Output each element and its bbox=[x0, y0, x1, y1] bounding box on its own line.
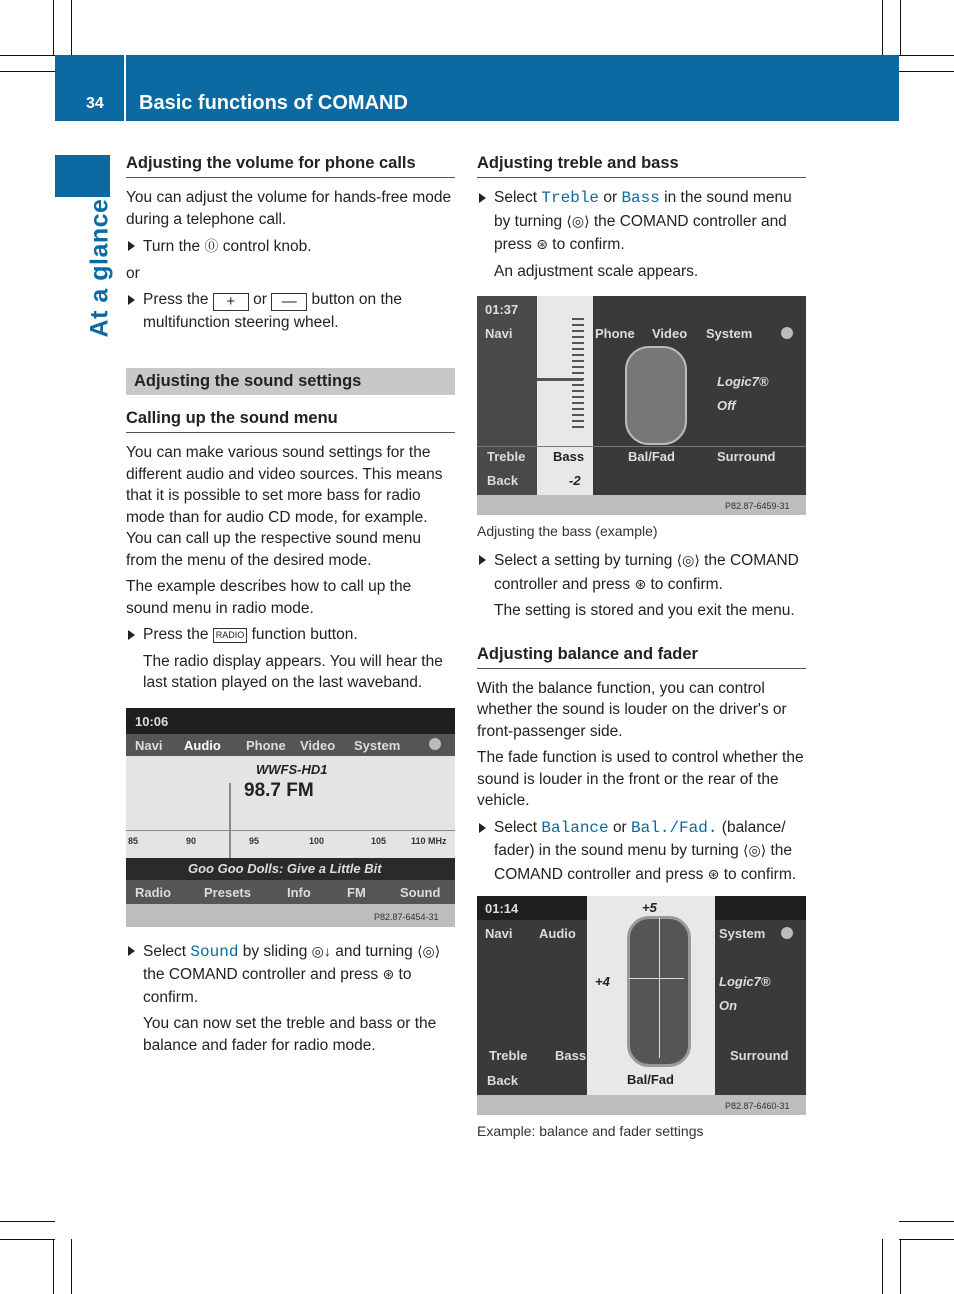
bullet-text: by sliding bbox=[242, 942, 308, 960]
bullet-text: or bbox=[603, 189, 618, 206]
page-number: 34 bbox=[86, 95, 104, 112]
crop-mark bbox=[882, 1239, 883, 1294]
crop-mark bbox=[0, 55, 55, 56]
bullet-text: Select bbox=[494, 189, 538, 206]
minus-key-icon: — bbox=[271, 293, 307, 311]
controller-turn-icon: ⟨◎⟩ bbox=[676, 552, 700, 568]
paragraph: The fade function is used to control whether the sound is louder in the front or the rear of the vehicle. bbox=[477, 749, 804, 809]
screen-bottom-item: Radio bbox=[135, 884, 172, 900]
screen-menu-item: Video bbox=[300, 737, 336, 753]
screen-menu-item: System bbox=[719, 926, 766, 941]
screen-song: Goo Goo Dolls: Give a Little Bit bbox=[188, 860, 382, 876]
bullet-text: to confirm. bbox=[650, 575, 723, 593]
screen-settings-icon bbox=[429, 738, 441, 750]
bullet-result: You can now set the treble and bass or the balance and fader for radio mode. bbox=[143, 1015, 437, 1054]
bullet-text: or bbox=[253, 291, 267, 308]
controller-slide-icon: ◎↓ bbox=[311, 942, 331, 959]
menu-item-balance: Balance bbox=[541, 818, 609, 837]
paragraph: You can adjust the volume for hands-free mode during a telephone call. bbox=[126, 189, 452, 228]
figure-code: P82.87-6460-31 bbox=[725, 1101, 790, 1111]
crop-mark bbox=[0, 71, 55, 72]
screen-logic: Logic7® bbox=[717, 374, 769, 389]
bullet bbox=[126, 235, 455, 259]
screen-bottom-item: Surround bbox=[717, 449, 776, 464]
screen-top-value: +5 bbox=[642, 900, 657, 915]
bullet bbox=[477, 817, 806, 887]
bullet-text: to confirm. bbox=[723, 865, 797, 883]
screen-menu-item: System bbox=[706, 326, 753, 341]
bullet-text: the COMAND controller and press bbox=[143, 966, 379, 983]
crop-mark bbox=[71, 0, 72, 55]
screen-frequency: 98.7 FM bbox=[244, 779, 314, 801]
screen-bottom-item: Surround bbox=[730, 1048, 789, 1063]
bullet-text: the COMAND controller and press bbox=[494, 552, 799, 593]
bullet-result: The radio display appears. You will hear the last station played on the last waveband. bbox=[143, 652, 443, 691]
screen-back: Back bbox=[487, 473, 519, 488]
screen-menu-item: Audio bbox=[184, 737, 221, 753]
screen-time: 01:37 bbox=[485, 302, 519, 317]
paragraph: You can make various sound settings for the different audio and video sources. This means that it is possible to set more bass for radio mode than for audio CD mode, for example. You can call up the respective sound menu from the menu of the desired mode. bbox=[126, 444, 443, 569]
adjust-scale bbox=[572, 318, 584, 428]
screen-left-value: +4 bbox=[595, 974, 610, 989]
bullet-text: or bbox=[612, 818, 627, 836]
bullet-text: the COMAND controller and press bbox=[494, 842, 793, 883]
crop-mark bbox=[900, 0, 901, 55]
screen-time: 10:06 bbox=[135, 713, 169, 729]
balance-fader-screenshot bbox=[477, 896, 806, 1115]
crop-mark bbox=[53, 1239, 54, 1294]
screen-time: 01:14 bbox=[485, 901, 519, 916]
menu-item-bal-fad: Bal./Fad. bbox=[631, 818, 718, 837]
bullet-text: button on the multifunction steering wheel. bbox=[143, 291, 403, 331]
screen-bottom-item: Bass bbox=[553, 449, 585, 464]
screen-logic-state: Off bbox=[717, 398, 736, 413]
right-column bbox=[477, 154, 806, 1149]
crop-mark bbox=[899, 71, 954, 72]
crop-mark bbox=[900, 1239, 901, 1294]
bullet-text: Select bbox=[494, 818, 538, 836]
bullet-text: function button. bbox=[251, 626, 358, 643]
figure-caption: Adjusting the bass (example) bbox=[477, 523, 658, 539]
crop-mark bbox=[899, 1239, 954, 1240]
section-heading: Adjusting the volume for phone calls bbox=[126, 154, 455, 178]
bullet-text: Press the bbox=[143, 626, 209, 643]
screen-bottom-item: Bal/Fad bbox=[628, 449, 675, 464]
screen-scale: 100 bbox=[309, 835, 325, 846]
section-heading: Calling up the sound menu bbox=[126, 409, 455, 433]
controller-press-icon: ⊛ bbox=[382, 966, 395, 982]
side-tab-marker bbox=[55, 155, 110, 197]
screen-bottom-item: Bal/Fad bbox=[627, 1072, 674, 1087]
bullet-text: Select bbox=[143, 942, 187, 960]
screen-logic-state: On bbox=[719, 998, 738, 1013]
section-banner: Adjusting the sound settings bbox=[126, 368, 455, 395]
radio-key-icon: RADIO bbox=[213, 628, 248, 643]
screen-bottom-item: Info bbox=[287, 884, 311, 900]
bullet-text: the COMAND controller and press bbox=[494, 212, 787, 253]
fader-crosshair bbox=[629, 978, 684, 979]
bullet-text: (balance/ fader) in the sound menu by turning bbox=[494, 818, 786, 859]
screen-scale: 110 MHz bbox=[411, 835, 447, 846]
figure-code: P82.87-6454-31 bbox=[374, 911, 439, 922]
menu-item-sound: Sound bbox=[190, 942, 239, 961]
crop-mark bbox=[0, 1221, 55, 1222]
or-text: or bbox=[126, 264, 140, 282]
bullet bbox=[477, 549, 806, 596]
screen-bottom-item: Presets bbox=[204, 884, 251, 900]
controller-turn-icon: ⟨◎⟩ bbox=[417, 942, 441, 959]
bullet-text: control knob. bbox=[222, 238, 312, 255]
screen-menu-item: Phone bbox=[595, 326, 635, 341]
screen-bottom-item: FM bbox=[347, 884, 366, 900]
menu-item-treble: Treble bbox=[541, 189, 600, 207]
screen-scale: 95 bbox=[249, 835, 260, 846]
controller-press-icon: ⊛ bbox=[634, 575, 647, 592]
screen-settings-icon bbox=[781, 327, 793, 339]
screen-scale: 90 bbox=[186, 835, 197, 846]
bullet-text: Select a setting by turning bbox=[494, 552, 673, 569]
radio-display-screenshot bbox=[126, 708, 455, 927]
bullet bbox=[126, 624, 455, 647]
screen-logic: Logic7® bbox=[719, 974, 771, 989]
screen-back: Back bbox=[487, 1073, 519, 1088]
controller-turn-icon: ⟨◎⟩ bbox=[743, 842, 767, 858]
controller-press-icon: ⊛ bbox=[536, 236, 548, 252]
left-column bbox=[126, 154, 455, 1061]
bullet bbox=[126, 289, 455, 334]
balance-crosshair bbox=[659, 918, 660, 1058]
screen-menu-item: Phone bbox=[246, 737, 286, 753]
controller-turn-icon: ⟨◎⟩ bbox=[566, 212, 590, 229]
page-title: Basic functions of COMAND bbox=[139, 92, 408, 114]
menu-item-bass: Bass bbox=[621, 189, 660, 207]
figure-code: P82.87-6459-31 bbox=[725, 501, 790, 511]
screen-scale: 85 bbox=[128, 835, 139, 846]
bullet-text: and turning bbox=[335, 942, 413, 960]
on-knob-icon: ⓪ bbox=[204, 238, 219, 254]
bullet-text: Turn the bbox=[143, 238, 201, 255]
section-heading: Adjusting balance and fader bbox=[477, 645, 806, 669]
screen-bottom-item: Treble bbox=[487, 449, 526, 464]
crop-mark bbox=[71, 1239, 72, 1294]
screen-bottom-item: Treble bbox=[489, 1048, 528, 1063]
header-divider bbox=[124, 55, 126, 121]
side-tab-label: At a glance bbox=[85, 198, 114, 338]
crop-mark bbox=[899, 1221, 954, 1222]
crop-mark bbox=[53, 0, 54, 55]
screen-menu-item: Navi bbox=[485, 926, 513, 941]
screen-menu-item: Navi bbox=[485, 326, 513, 341]
bullet-result: The setting is stored and you exit the menu. bbox=[494, 602, 795, 619]
screen-settings-icon bbox=[781, 927, 793, 939]
figure-caption: Example: balance and fader settings bbox=[477, 1123, 704, 1139]
crop-mark bbox=[882, 0, 883, 55]
plus-key-icon: + bbox=[213, 293, 249, 311]
bullet-text: to confirm. bbox=[143, 966, 412, 1006]
screen-menu-item: Video bbox=[652, 326, 688, 341]
paragraph: With the balance function, you can control whether the sound is louder on the driver's or front-passenger side. bbox=[477, 679, 787, 740]
screen-menu-item: System bbox=[354, 737, 401, 753]
scale-marker bbox=[537, 378, 583, 381]
section-heading: Adjusting treble and bass bbox=[477, 154, 806, 178]
bass-adjust-screenshot bbox=[477, 296, 806, 515]
car-icon bbox=[625, 346, 687, 445]
paragraph: The example describes how to call up the sound menu in radio mode. bbox=[126, 578, 412, 617]
bullet-text: in the sound menu by turning bbox=[494, 189, 792, 230]
crop-mark bbox=[899, 55, 954, 56]
bullet bbox=[477, 187, 806, 257]
screen-menu-item: Navi bbox=[135, 737, 163, 753]
controller-press-icon: ⊛ bbox=[707, 865, 720, 882]
screen-bottom-item: Sound bbox=[400, 884, 441, 900]
screen-station: WWFS-HD1 bbox=[256, 761, 328, 777]
screen-bottom-item: Bass bbox=[555, 1048, 587, 1063]
screen-value: -2 bbox=[569, 473, 581, 488]
bullet-text: Press the bbox=[143, 291, 209, 308]
screen-scale: 105 bbox=[371, 835, 387, 846]
screen-menu-item: Audio bbox=[539, 926, 576, 941]
bullet bbox=[126, 940, 455, 1010]
bullet-text: to confirm. bbox=[552, 236, 625, 253]
bullet-result: An adjustment scale appears. bbox=[494, 262, 699, 280]
crop-mark bbox=[0, 1239, 55, 1240]
